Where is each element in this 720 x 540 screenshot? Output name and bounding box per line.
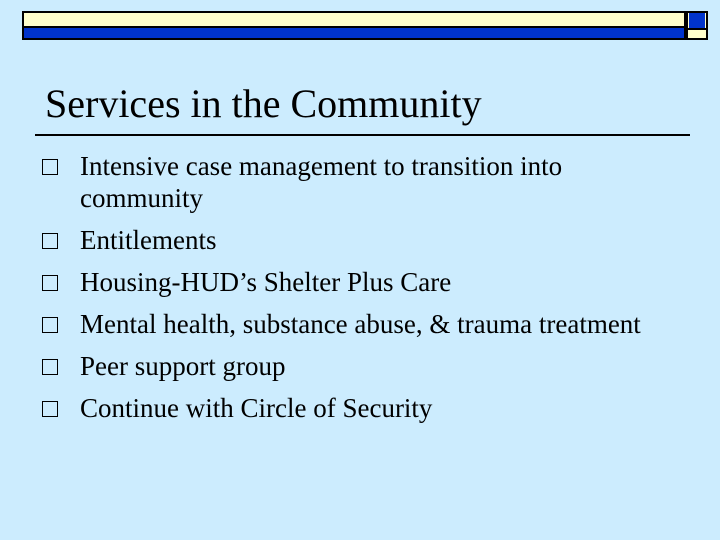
bullet-text: Entitlements — [80, 225, 217, 255]
bullet-text: Housing-HUD’s Shelter Plus Care — [80, 267, 452, 297]
top-banner-corner-lower — [686, 30, 708, 40]
slide-title: Services in the Community — [45, 81, 482, 126]
bullet-item — [0, 392, 680, 424]
title-underline — [35, 134, 690, 136]
hollow-square-icon — [42, 275, 58, 291]
bullet-item — [0, 150, 680, 214]
bullet-item — [0, 224, 680, 256]
bullet-list — [0, 150, 680, 434]
bullet-text: Peer support group — [80, 351, 286, 381]
top-banner-blue-bar — [22, 28, 686, 40]
hollow-square-icon — [42, 401, 58, 417]
hollow-square-icon — [42, 159, 58, 175]
top-banner-corner-blue — [689, 13, 705, 28]
bullet-item — [0, 266, 680, 298]
hollow-square-icon — [42, 359, 58, 375]
bullet-item — [0, 308, 680, 340]
bullet-text: Continue with Circle of Security — [80, 393, 433, 423]
bullet-item — [0, 350, 680, 382]
hollow-square-icon — [42, 233, 58, 249]
top-banner-yellow-bar — [22, 11, 686, 28]
bullet-text: Intensive case management to transition into community — [80, 151, 563, 213]
bullet-text: Mental health, substance abuse, & trauma treatment — [80, 309, 641, 339]
hollow-square-icon — [42, 317, 58, 333]
